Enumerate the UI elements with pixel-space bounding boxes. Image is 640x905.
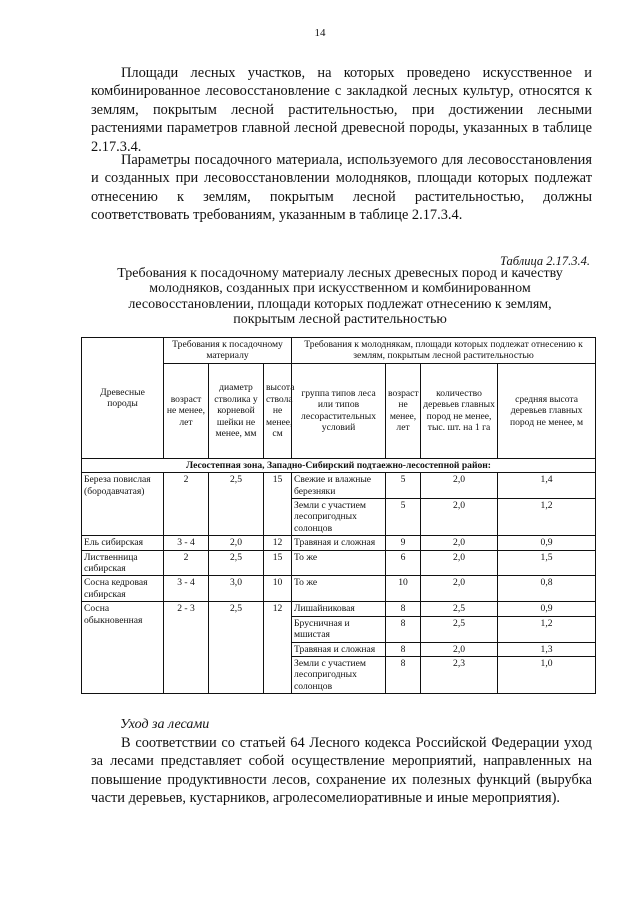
age1-cell: 3 - 4 [164,536,209,550]
count-cell: 2,0 [421,473,498,499]
diameter-cell: 2,5 [209,473,264,536]
forest-type-cell: То же [292,550,386,576]
age2-cell: 9 [386,536,421,550]
avg-height-cell: 1,2 [498,499,596,536]
count-cell: 2,3 [421,656,498,693]
age2-cell: 5 [386,473,421,499]
table-title: Требования к посадочному материалу лесных древесных пород и качеству молодняков, созданных при искусственном и комбинированном лесовосстановлении, площади которых подлежат отнесению к землям, покрытым лесной растительностью [117,266,563,327]
paragraph-2: Параметры посадочного материала, используемого для лесовосстановления и созданных при лесовосстановлении молодняков, площади которых подлежат отнесению к землям, покрытым лесной растительностью, должны соответствовать требованиям, указанным в таблице 2.17.3.4. [91,152,592,224]
age2-cell: 6 [386,550,421,576]
avg-height-cell: 1,0 [498,656,596,693]
height1-cell: 10 [264,576,292,602]
table-row [82,536,596,550]
zone-label: Лесостепная зона, Западно-Сибирский подтаежно-лесостепной район: [82,458,596,472]
age2-cell: 8 [386,616,421,642]
diameter-cell: 2,5 [209,602,264,694]
height1-cell: 12 [264,602,292,694]
forest-type-cell: Травяная и сложная [292,642,386,656]
table-row [82,473,596,499]
col-age2-header: возраст не менее, лет [386,363,421,458]
count-cell: 2,5 [421,616,498,642]
height1-cell: 15 [264,550,292,576]
forest-type-cell: То же [292,576,386,602]
table-header-row-1 [82,338,596,364]
table-row [82,602,596,616]
young-stands-header: Требования к молоднякам, площади которых подлежат отнесению к землям, покрытым лесной растительностью [292,338,596,364]
age2-cell: 10 [386,576,421,602]
species-cell: Лиственница сибирская [82,550,164,576]
page-number: 14 [314,27,326,39]
avg-height-cell: 1,4 [498,473,596,499]
avg-height-cell: 1,5 [498,550,596,576]
paragraph-1: Площади лесных участков, на которых проведено искусственное и комбинированное лесовосстановление с закладкой лесных культур, относятся к землям, покрытым лесной растительностью, при достижении лесными растениями параметров главной лесной древесной породы, указанных в таблице 2.17.3.4. [91,65,592,155]
requirements-table [81,337,596,694]
species-cell: Сосна кедровая сибирская [82,576,164,602]
table-row [82,550,596,576]
paragraph-3: В соответствии со статьей 64 Лесного кодекса Российской Федерации уход за лесами представляет собой осуществление мероприятий, направленных на повышение продуктивности лесов, сохранение их полезных функций (вырубка части деревьев, кустарников, агролесомелиоративные и иные мероприятия). [91,735,592,807]
count-cell: 2,0 [421,550,498,576]
height1-cell: 15 [264,473,292,536]
table-caption: Таблица 2.17.3.4. [500,254,590,268]
forest-type-cell: Земли с участием лесопригодных солонцов [292,499,386,536]
avg-height-cell: 0,9 [498,602,596,616]
age1-cell: 2 - 3 [164,602,209,694]
age1-cell: 3 - 4 [164,576,209,602]
species-cell: Ель сибирская [82,536,164,550]
count-cell: 2,0 [421,576,498,602]
col-diameter-header: диаметр стволика у корневой шейки не менее, мм [209,363,264,458]
forest-type-cell: Свежие и влажные березняки [292,473,386,499]
col-count-header: количество деревьев главных пород не менее, тыс. шт. на 1 га [421,363,498,458]
col-forest-type-header: группа типов леса или типов лесорастительных условий [292,363,386,458]
species-cell: Береза повислая (бородавчатая) [82,473,164,536]
table-row [82,576,596,602]
avg-height-cell: 1,3 [498,642,596,656]
count-cell: 2,0 [421,642,498,656]
diameter-cell: 3,0 [209,576,264,602]
avg-height-cell: 1,2 [498,616,596,642]
zone-row [82,458,596,472]
avg-height-cell: 0,9 [498,536,596,550]
height1-cell: 12 [264,536,292,550]
age1-cell: 2 [164,550,209,576]
avg-height-cell: 0,8 [498,576,596,602]
col-species-header: Древесные породы [82,338,164,459]
species-cell: Сосна обыкновенная [82,602,164,694]
age2-cell: 5 [386,499,421,536]
forest-type-cell: Земли с участием лесопригодных солонцов [292,656,386,693]
age1-cell: 2 [164,473,209,536]
diameter-cell: 2,5 [209,550,264,576]
count-cell: 2,0 [421,536,498,550]
diameter-cell: 2,0 [209,536,264,550]
age2-cell: 8 [386,642,421,656]
col-height1-header: высота ствола не менее, см [264,363,292,458]
age2-cell: 8 [386,656,421,693]
forest-type-cell: Брусничная и мшистая [292,616,386,642]
count-cell: 2,0 [421,499,498,536]
forest-type-cell: Лишайниковая [292,602,386,616]
count-cell: 2,5 [421,602,498,616]
forest-type-cell: Травяная и сложная [292,536,386,550]
col-age1-header: возраст не менее, лет [164,363,209,458]
age2-cell: 8 [386,602,421,616]
planting-material-header: Требования к посадочному материалу [164,338,292,364]
col-avg-height-header: средняя высота деревьев главных пород не менее, м [498,363,596,458]
section-subheading: Уход за лесами [120,717,210,732]
